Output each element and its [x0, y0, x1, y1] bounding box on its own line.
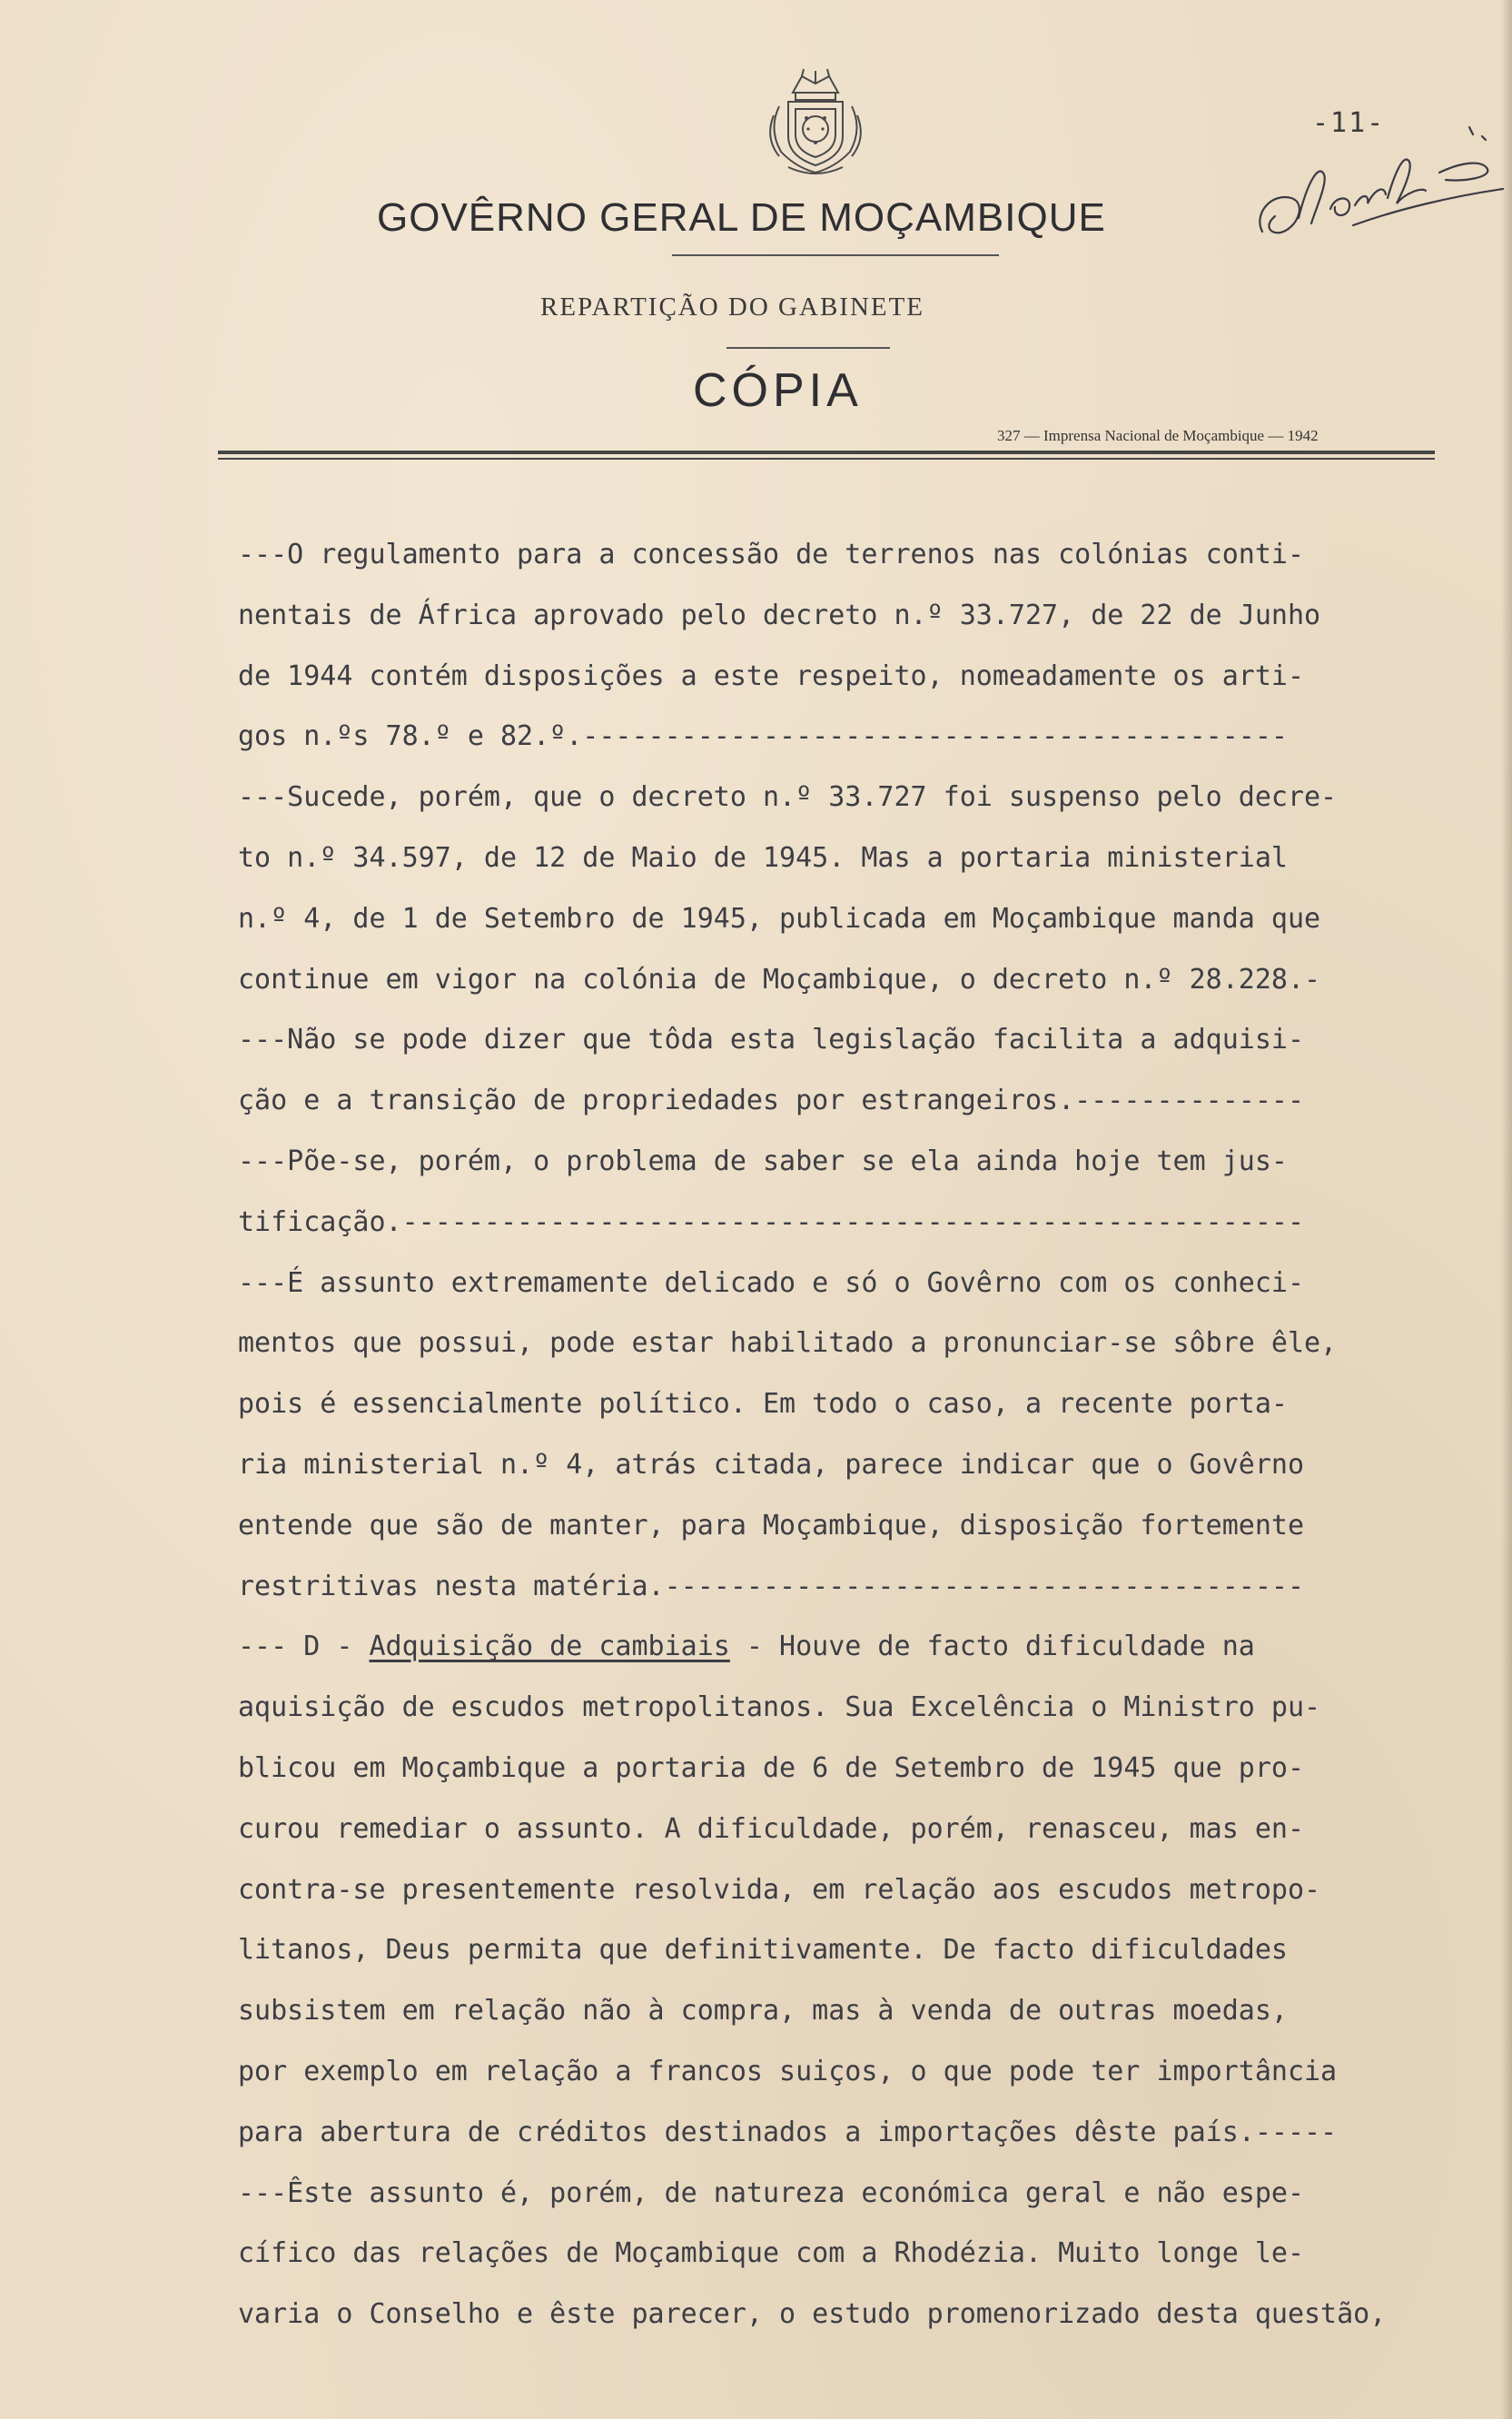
text-line: ---Sucede, porém, que o decreto n.º 33.727 foi suspenso pelo decre-: [238, 781, 1338, 814]
text-line: ---É assunto extremamente delicado e só o Govêrno com os conheci-: [238, 1266, 1304, 1299]
section-suffix: - Houve de facto dificuldade na: [729, 1631, 1255, 1663]
text-line: continue em vigor na colónia de Moçambique, o decreto n.º 28.228.-: [238, 963, 1321, 996]
department-underline: [726, 347, 890, 349]
text-line: ção e a transição de propriedades por estrangeiros.--------------: [238, 1085, 1304, 1117]
document-body: [238, 525, 1455, 2345]
government-title: GOVÊRNO GERAL DE MOÇAMBIQUE: [377, 195, 1106, 240]
text-line: ---Êste assunto é, porém, de natureza económica geral e não espe-: [238, 2176, 1304, 2209]
page-edge-shadow: [1501, 0, 1512, 2419]
department-name: REPARTIÇÃO DO GABINETE: [540, 292, 925, 322]
text-line: ---Não se pode dizer que tôda esta legislação facilita a adquisi-: [238, 1024, 1304, 1056]
text-line: cífico das relações de Moçambique com a Rhodézia. Muito longe le-: [238, 2237, 1304, 2270]
text-line: blicou em Moçambique a portaria de 6 de Setembro de 1945 que pro-: [238, 1751, 1304, 1784]
text-line: aquisição de escudos metropolitanos. Sua Excelência o Ministro pu-: [238, 1691, 1321, 1724]
header-rule-thick: [218, 451, 1435, 454]
text-line: para abertura de créditos destinados a importações dêste país.-----: [238, 2116, 1338, 2148]
text-line: contra-se presentemente resolvida, em relação aos escudos metropo-: [238, 1873, 1321, 1906]
printer-imprint: 327 — Imprensa Nacional de Moçambique — 1942: [997, 427, 1319, 444]
copy-label: CÓPIA: [693, 364, 863, 417]
text-line: entende que são de manter, para Moçambique, disposição fortemente: [238, 1509, 1304, 1542]
text-line: nentais de África aprovado pelo decreto n.º 33.727, de 22 de Junho: [238, 599, 1321, 631]
header-rule-thin: [218, 458, 1435, 460]
text-line: ---Põe-se, porém, o problema de saber se ela ainda hoje tem jus-: [238, 1145, 1288, 1177]
text-line: mentos que possui, pode estar habilitado a pronunciar-se sôbre êle,: [238, 1327, 1338, 1360]
text-line: curou remediar o assunto. A dificuldade, porém, renasceu, mas en-: [238, 1812, 1304, 1845]
text-line: por exemplo em relação a francos suiços, o que pode ter importância: [238, 2055, 1338, 2087]
text-line: restritivas nesta matéria.---------------------------------------: [238, 1570, 1304, 1602]
text-line: pois é essencialmente político. Em todo o caso, a recente porta-: [238, 1388, 1288, 1421]
section-prefix: --- D -: [238, 1631, 370, 1663]
handwritten-signature: [1244, 109, 1507, 263]
section-heading-line: [238, 1617, 1455, 1678]
title-underline: [672, 254, 999, 256]
text-line: varia o Conselho e êste parecer, o estudo promenorizado desta questão,: [238, 2298, 1387, 2331]
coat-of-arms-icon: [761, 65, 870, 179]
page-number: -11-: [1312, 107, 1386, 139]
text-line: ---O regulamento para a concessão de terrenos nas colónias conti-: [238, 539, 1304, 570]
text-line: de 1944 contém disposições a este respeito, nomeadamente os arti-: [238, 659, 1304, 692]
text-line: ria ministerial n.º 4, atrás citada, parece indicar que o Govêrno: [238, 1448, 1304, 1481]
text-line: subsistem em relação não à compra, mas à venda de outras moedas,: [238, 1995, 1288, 2027]
section-heading: Adquisição de cambiais: [369, 1631, 730, 1663]
text-line: n.º 4, de 1 de Setembro de 1945, publicada em Moçambique manda que: [238, 902, 1321, 935]
text-line: to n.º 34.597, de 12 de Maio de 1945. Mas a portaria ministerial: [238, 841, 1288, 874]
text-line: tificação.-------------------------------------------------------: [238, 1205, 1304, 1238]
text-line: gos n.ºs 78.º e 82.º.-------------------------------------------: [238, 720, 1288, 753]
text-line: litanos, Deus permita que definitivamente. De facto dificuldades: [238, 1934, 1288, 1967]
